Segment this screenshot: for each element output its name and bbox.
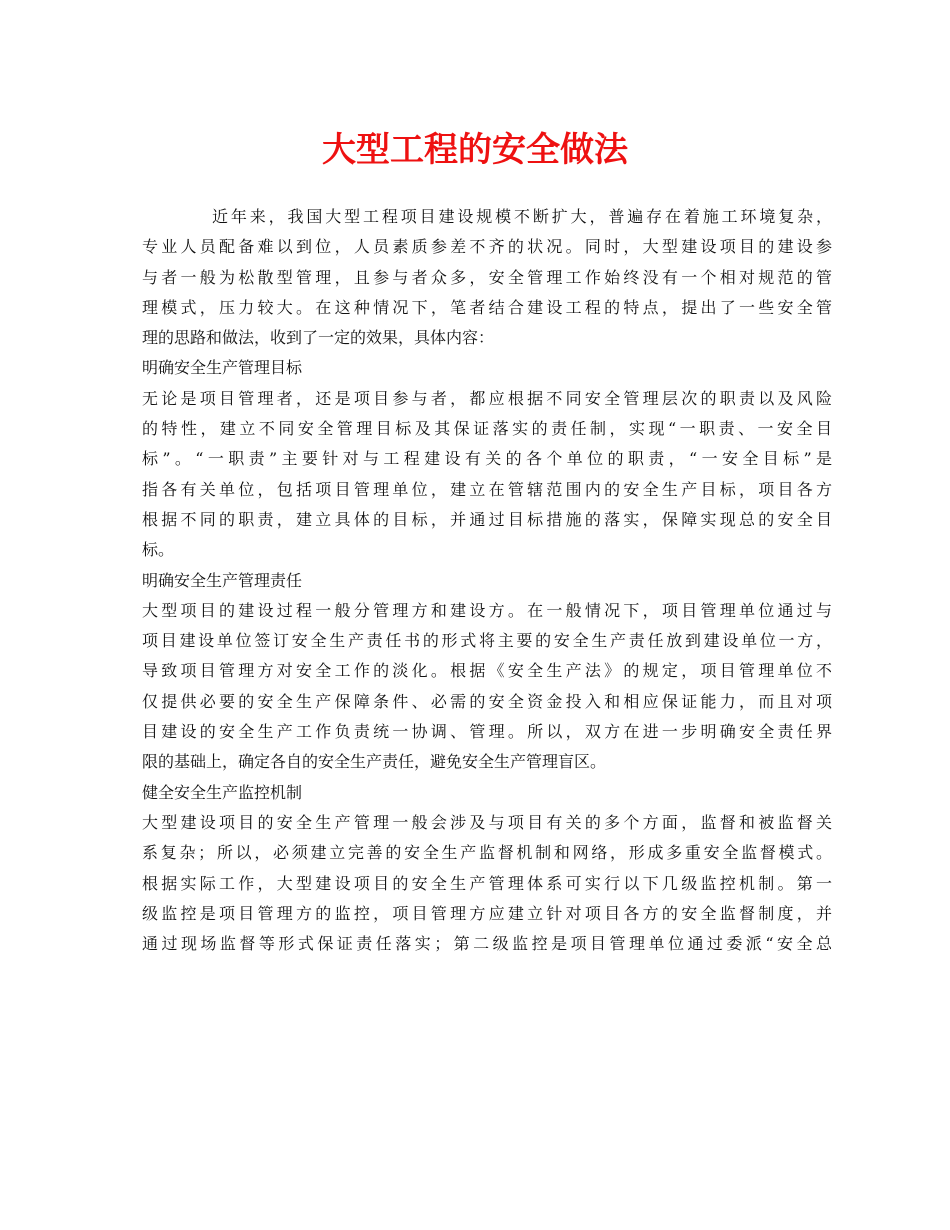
- paragraph-line: 标。: [142, 540, 175, 560]
- paragraph-line: 理模式，压力较大。在这种情况下，笔者结合建设工程的特点，提出了一些安全管: [142, 297, 832, 317]
- paragraph-line: 限的基础上，确定各自的安全生产责任，避免安全生产管理盲区。: [142, 752, 607, 772]
- paragraph-line: 系复杂；所以，必须建立完善的安全生产监督机制和网络，形成多重安全监督模式。: [142, 843, 832, 863]
- paragraph-line: 大型项目的建设过程一般分管理方和建设方。在一般情况下，项目管理单位通过与: [142, 600, 832, 620]
- section-heading: 健全安全生产监控机制: [142, 782, 303, 802]
- paragraph-line: 根据不同的职责，建立具体的目标，并通过目标措施的落实，保障实现总的安全目: [142, 509, 832, 529]
- paragraph-line: 目建设的安全生产工作负责统一协调、管理。所以，双方在进一步明确安全责任界: [142, 722, 832, 742]
- paragraph-line: 与者一般为松散型管理，且参与者众多，安全管理工作始终没有一个相对规范的管: [142, 267, 832, 287]
- section-heading: 明确安全生产管理目标: [142, 358, 303, 378]
- paragraph-line: 导致项目管理方对安全工作的淡化。根据《安全生产法》的规定，项目管理单位不: [142, 661, 832, 681]
- paragraph-line: 标”。“一职责”主要针对与工程建设有关的各个单位的职责，“一安全目标”是: [142, 449, 832, 469]
- paragraph-line: 的特性，建立不同安全管理目标及其保证落实的责任制，实现“一职责、一安全目: [142, 419, 832, 439]
- paragraph-line: 根据实际工作，大型建设项目的安全生产管理体系可实行以下几级监控机制。第一: [142, 873, 832, 893]
- paragraph-line: 理的思路和做法，收到了一定的效果，具体内容：: [142, 328, 495, 348]
- document-body: [142, 202, 832, 959]
- paragraph-line: 通过现场监督等形式保证责任落实；第二级监控是项目管理单位通过委派“安全总: [142, 934, 832, 954]
- document-title: 大型工程的安全做法: [322, 130, 628, 170]
- paragraph-line: 项目建设单位签订安全生产责任书的形式将主要的安全生产责任放到建设单位一方，: [142, 631, 832, 651]
- paragraph-line: 近年来，我国大型工程项目建设规模不断扩大，普遍存在着施工环境复杂，: [212, 207, 832, 226]
- section-heading: 明确安全生产管理责任: [142, 570, 303, 590]
- paragraph-line: 指各有关单位，包括项目管理单位，建立在管辖范围内的安全生产目标，项目各方: [142, 479, 832, 499]
- paragraph-line: 大型建设项目的安全生产管理一般会涉及与项目有关的多个方面，监督和被监督关: [142, 812, 832, 832]
- paragraph-line: 专业人员配备难以到位，人员素质参差不齐的状况。同时，大型建设项目的建设参: [142, 237, 832, 257]
- paragraph-line: 级监控是项目管理方的监控，项目管理方应建立针对项目各方的安全监督制度，并: [142, 903, 832, 923]
- paragraph-line: 无论是项目管理者，还是项目参与者，都应根据不同安全管理层次的职责以及风险: [142, 388, 832, 408]
- paragraph-line: 仅提供必要的安全生产保障条件、必需的安全资金投入和相应保证能力，而且对项: [142, 691, 832, 711]
